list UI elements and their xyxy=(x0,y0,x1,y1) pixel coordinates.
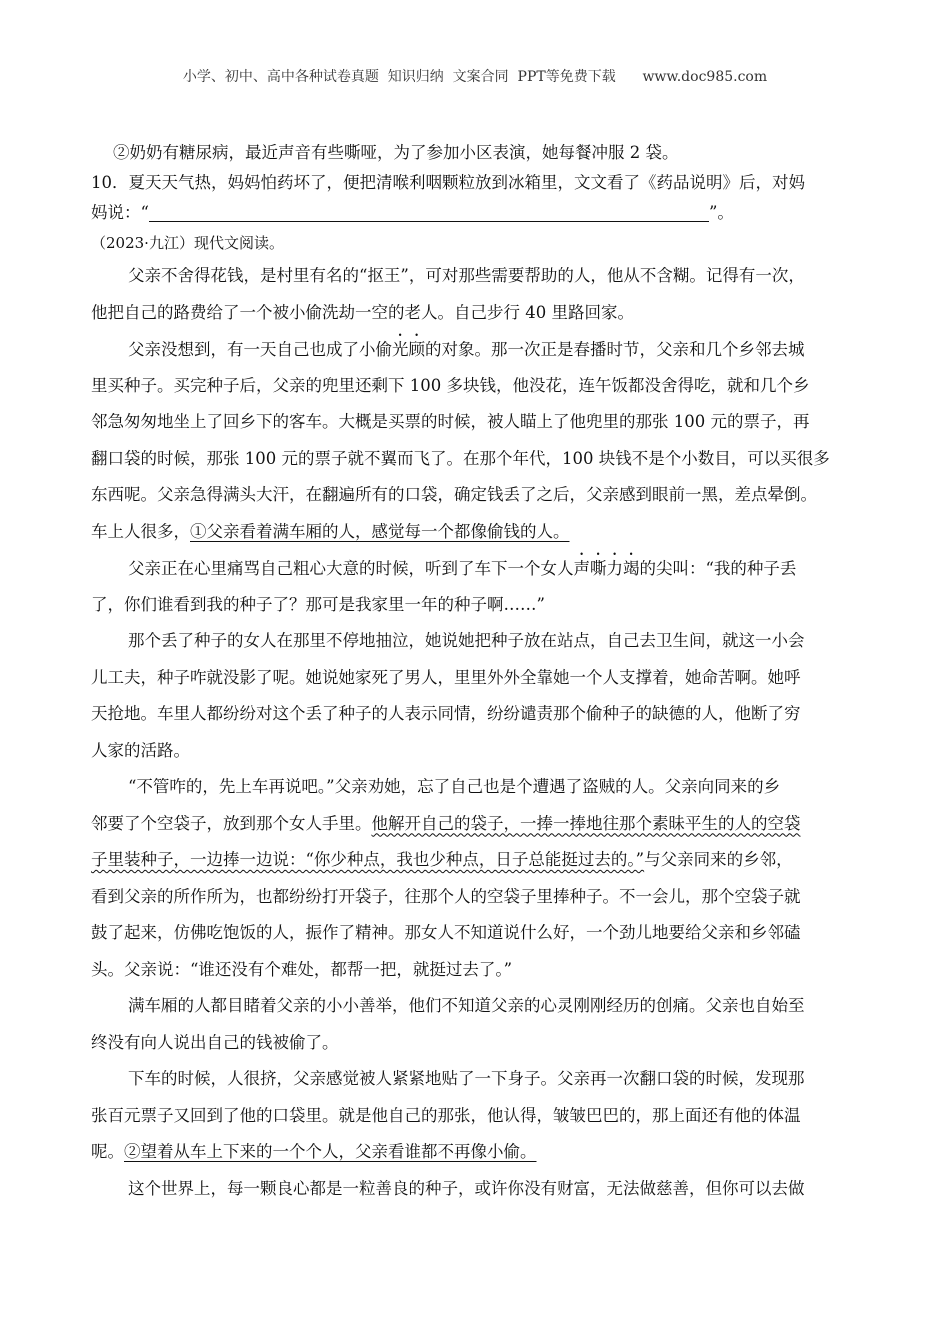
paragraph-6-line: 终没有向人说出自己的钱被偷了。 xyxy=(91,1032,339,1052)
question10-line2 xyxy=(91,198,861,228)
paragraph-4-line: 儿工夫，种子咋就没影了呢。她说她家死了男人，里里外外全靠她一个人支撑着，她命苦啊。她呼 xyxy=(91,667,801,687)
question10-line1: 10．夏天天气热，妈妈怕药坏了，便把清喉利咽颗粒放到冰箱里，文文看了《药品说明》后，对妈 xyxy=(91,173,805,192)
wavy-underlined-sentence: 子里装种子，一边捧一边说：“你少种点，我也少种点，日子总能挺过去的。” xyxy=(91,850,645,869)
document-body xyxy=(91,138,861,1207)
question10-suffix: ”。 xyxy=(708,203,734,222)
text-run: 父亲没想到，有一天自己也成了小偷 xyxy=(128,340,392,359)
section-source: （2023·九江）现代文阅读。 xyxy=(91,234,284,252)
text-run: 呢。 xyxy=(91,1142,124,1161)
text-run: 的对象。那一次正是春播时节，父亲和几个乡邻去城 xyxy=(425,340,805,359)
answer-blank[interactable] xyxy=(149,199,709,222)
paragraph-5-line: “不管咋的，先上车再说吧。”父亲劝她，忘了自己也是个遭遇了盗贼的人。父亲向同来的乡 xyxy=(128,777,781,796)
paragraph-2-line: 翻口袋的时候，那张 100 元的票子就不翼而飞了。在那个年代，100 块钱不是个小数目，可以买很多 xyxy=(91,448,830,468)
text-run: 与父亲同来的乡邻， xyxy=(644,850,793,869)
paragraph-2-line xyxy=(91,331,861,368)
emphasized-word: 声嘶力竭 xyxy=(573,559,640,578)
question9-option2: ②奶奶有糖尿病，最近声音有些嘶哑，为了参加小区表演，她每餐冲服 2 袋。 xyxy=(113,143,679,162)
paragraph-2-line: 邻急匆匆地坐上了回乡下的客车。大概是买票的时候，被人瞄上了他兜里的那张 100 元的票子，再 xyxy=(91,412,810,431)
underlined-sentence-2: ②望着从车上下来的一个个人，父亲看谁都不再像小偷。 xyxy=(124,1142,537,1161)
underlined-sentence-1: ①父亲看着满车厢的人，感觉每一个都像偷钱的人。 xyxy=(190,521,570,541)
question10-prefix: 妈说：“ xyxy=(91,203,149,222)
paragraph-2-line xyxy=(91,514,861,551)
paragraph-5-line xyxy=(91,806,861,843)
paragraph-7-line: 下车的时候，人很挤，父亲感觉被人紧紧地贴了一下身子。父亲再一次翻口袋的时候，发现那 xyxy=(128,1069,805,1088)
paragraph-7-line xyxy=(91,1134,861,1171)
paragraph-6-line: 满车厢的人都目睹着父亲的小小善举，他们不知道父亲的心灵刚刚经历的创痛。父亲也自始至 xyxy=(128,996,805,1015)
paragraph-2-line: 里买种子。买完种子后，父亲的兜里还剩下 100 多块钱，他没花，连午饭都没舍得吃，就和几个乡 xyxy=(91,375,810,395)
paragraph-3-line: 了，你们谁看到我的种子了？那可是我家里一年的种子啊……” xyxy=(91,594,545,614)
paragraph-5-line: 头。父亲说：“谁还没有个难处，都帮一把，就挺过去了。” xyxy=(91,959,513,979)
emphasized-word: 光顾 xyxy=(392,340,425,359)
paragraph-5-line: 鼓了起来，仿佛吃饱饭的人，振作了精神。那女人不知道说什么好，一个劲儿地要给父亲和乡邻磕 xyxy=(91,923,801,942)
text-run: 父亲正在心里痛骂自己粗心大意的时候，听到了车下一个女人 xyxy=(128,559,574,578)
paragraph-5-line xyxy=(91,842,861,879)
paragraph-7-line: 张百元票子又回到了他的口袋里。就是他自己的那张，他认得，皱皱巴巴的，那上面还有他的体温 xyxy=(91,1105,801,1125)
text-run: 的尖叫：“我的种子丢 xyxy=(639,559,797,578)
page-header: 小学、初中、高中各种试卷真题 知识归纳 文案合同 PPT等免费下载 www.doc985.com xyxy=(182,69,768,85)
paragraph-5-line: 看到父亲的所作所为，也都纷纷打开袋子，往那个人的空袋子里捧种子。不一会儿，那个空袋子就 xyxy=(91,886,801,906)
text-run: 车上人很多， xyxy=(91,521,190,541)
wavy-underlined-sentence: 他解开自己的袋子，一捧一捧地往那个素昧平生的人的空袋 xyxy=(371,813,801,833)
paragraph-2-line: 东西呢。父亲急得满头大汗，在翻遍所有的口袋，确定钱丢了之后，父亲感到眼前一黑，差点晕倒。 xyxy=(91,485,817,504)
paragraph-4-line: 那个丢了种子的女人在那里不停地抽泣，她说她把种子放在站点，自己去卫生间，就这一小会 xyxy=(128,631,805,650)
paragraph-8-line: 这个世界上，每一颗良心都是一粒善良的种子，或许你没有财富，无法做慈善，但你可以去做 xyxy=(128,1178,805,1198)
paragraph-1-line: 他把自己的路费给了一个被小偷洗劫一空的老人。自己步行 40 里路回家。 xyxy=(91,302,634,322)
paragraph-4-line: 天抢地。车里人都纷纷对这个丢了种子的人表示同情，纷纷谴责那个偷种子的缺德的人，他断了穷 xyxy=(91,704,801,723)
paragraph-1-line: 父亲不舍得花钱，是村里有名的“抠王”，可对那些需要帮助的人，他从不含糊。记得有一次， xyxy=(128,266,805,285)
paragraph-3-line xyxy=(91,550,861,587)
paragraph-4-line: 人家的活路。 xyxy=(91,740,190,760)
text-run: 邻要了个空袋子，放到那个女人手里。 xyxy=(91,813,372,833)
